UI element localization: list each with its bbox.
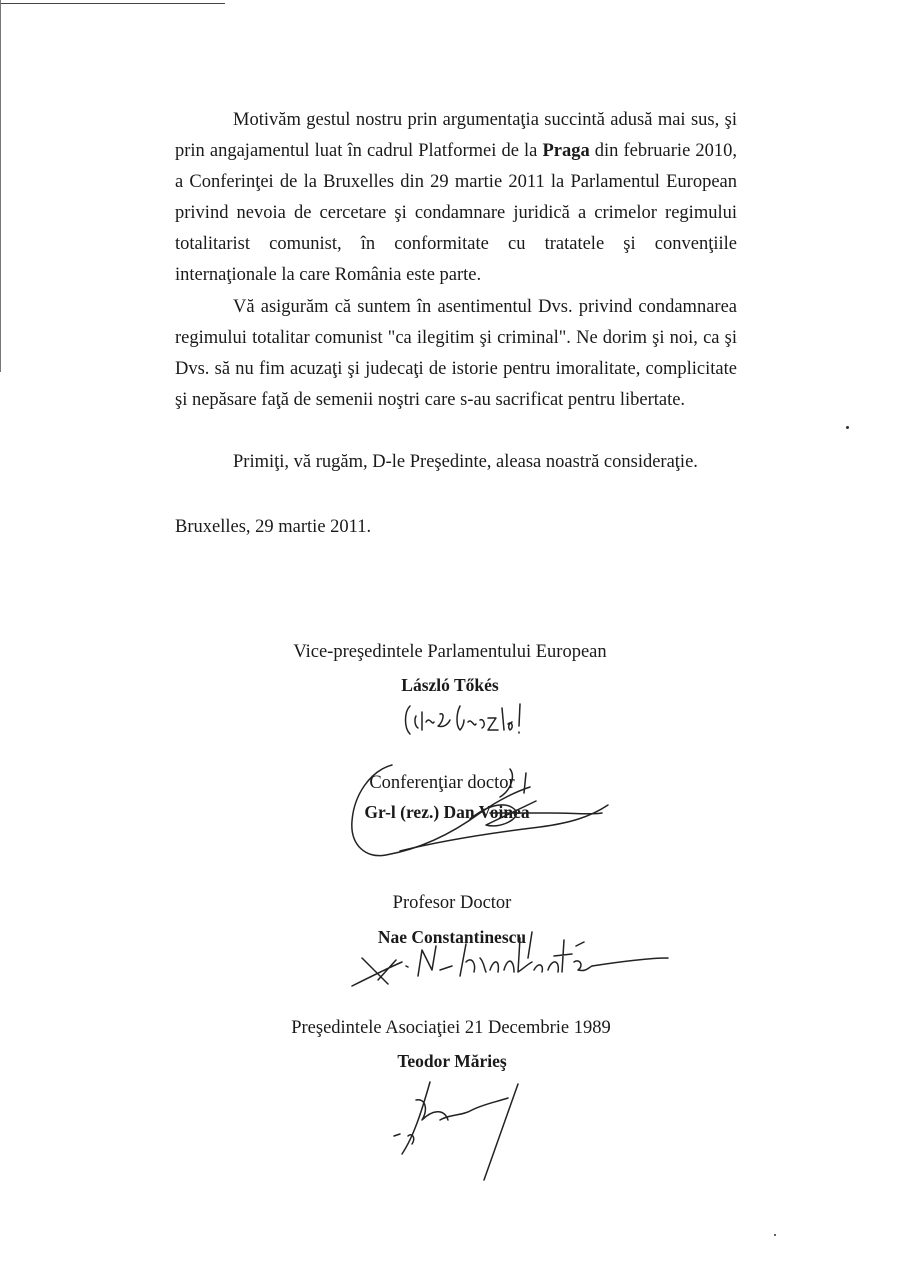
signatory-1-name: László Tőkés	[401, 675, 499, 695]
closing-formula: Primiţi, vă rugăm, D-le Preşedinte, aleasa noastră consideraţie.	[233, 452, 698, 472]
signatory-4-name: Teodor Mărieş	[397, 1051, 507, 1071]
signatory-2-role: Conferenţiar doctor	[369, 773, 515, 793]
signatory-4-role: Preşedintele Asociaţiei 21 Decembrie 1989	[291, 1018, 611, 1038]
signatory-2-name: Gr-l (rez.) Dan Voinea	[364, 802, 530, 822]
speck-mark	[774, 1234, 776, 1236]
paragraph-1-part-3: din februarie 2010, a Conferinţei de la Bruxelles din 29 martie 2011 la Parlamentul European privind nevoia de cercetare şi condamnare juridică a crimelor regimului totalitarist comunist, în conformitate cu tratatele şi convenţiile internaţionale la care România este parte.	[175, 141, 737, 285]
signature-1-handwritten	[398, 700, 528, 740]
signature-4-handwritten	[392, 1080, 542, 1190]
scan-edge-top	[0, 3, 225, 4]
place-date: Bruxelles, 29 martie 2011.	[175, 517, 372, 537]
signatory-1-role: Vice-preşedintele Parlamentului European	[293, 642, 607, 662]
signature-2-handwritten	[340, 755, 620, 875]
paragraph-2: Vă asigurăm că suntem în asentimentul Dvs. privind condamnarea regimului totalitar comunist "ca ilegitim şi criminal". Ne dorim şi noi, ca şi Dvs. să nu fim acuzaţi şi judecaţi de istorie pentru imoralitate, complicitate şi nepăsare faţă de semenii noştri care s-au sacrificat pentru libertate.	[175, 297, 737, 410]
scan-edge-left	[0, 0, 1, 372]
paragraph-1-part-1: Motivăm gestul nostru prin argumentaţia succintă adusă mai sus, şi prin angajamentul luat în cadrul Platformei de la	[175, 110, 737, 161]
speck-mark	[846, 426, 849, 429]
signatory-3-role: Profesor Doctor	[392, 893, 512, 913]
signatory-3-name: Nae Constantinescu	[377, 927, 527, 947]
paragraph-1-emphasis-praga: Praga	[542, 141, 590, 161]
signature-3-handwritten	[348, 928, 673, 994]
paragraph-1	[175, 105, 737, 291]
